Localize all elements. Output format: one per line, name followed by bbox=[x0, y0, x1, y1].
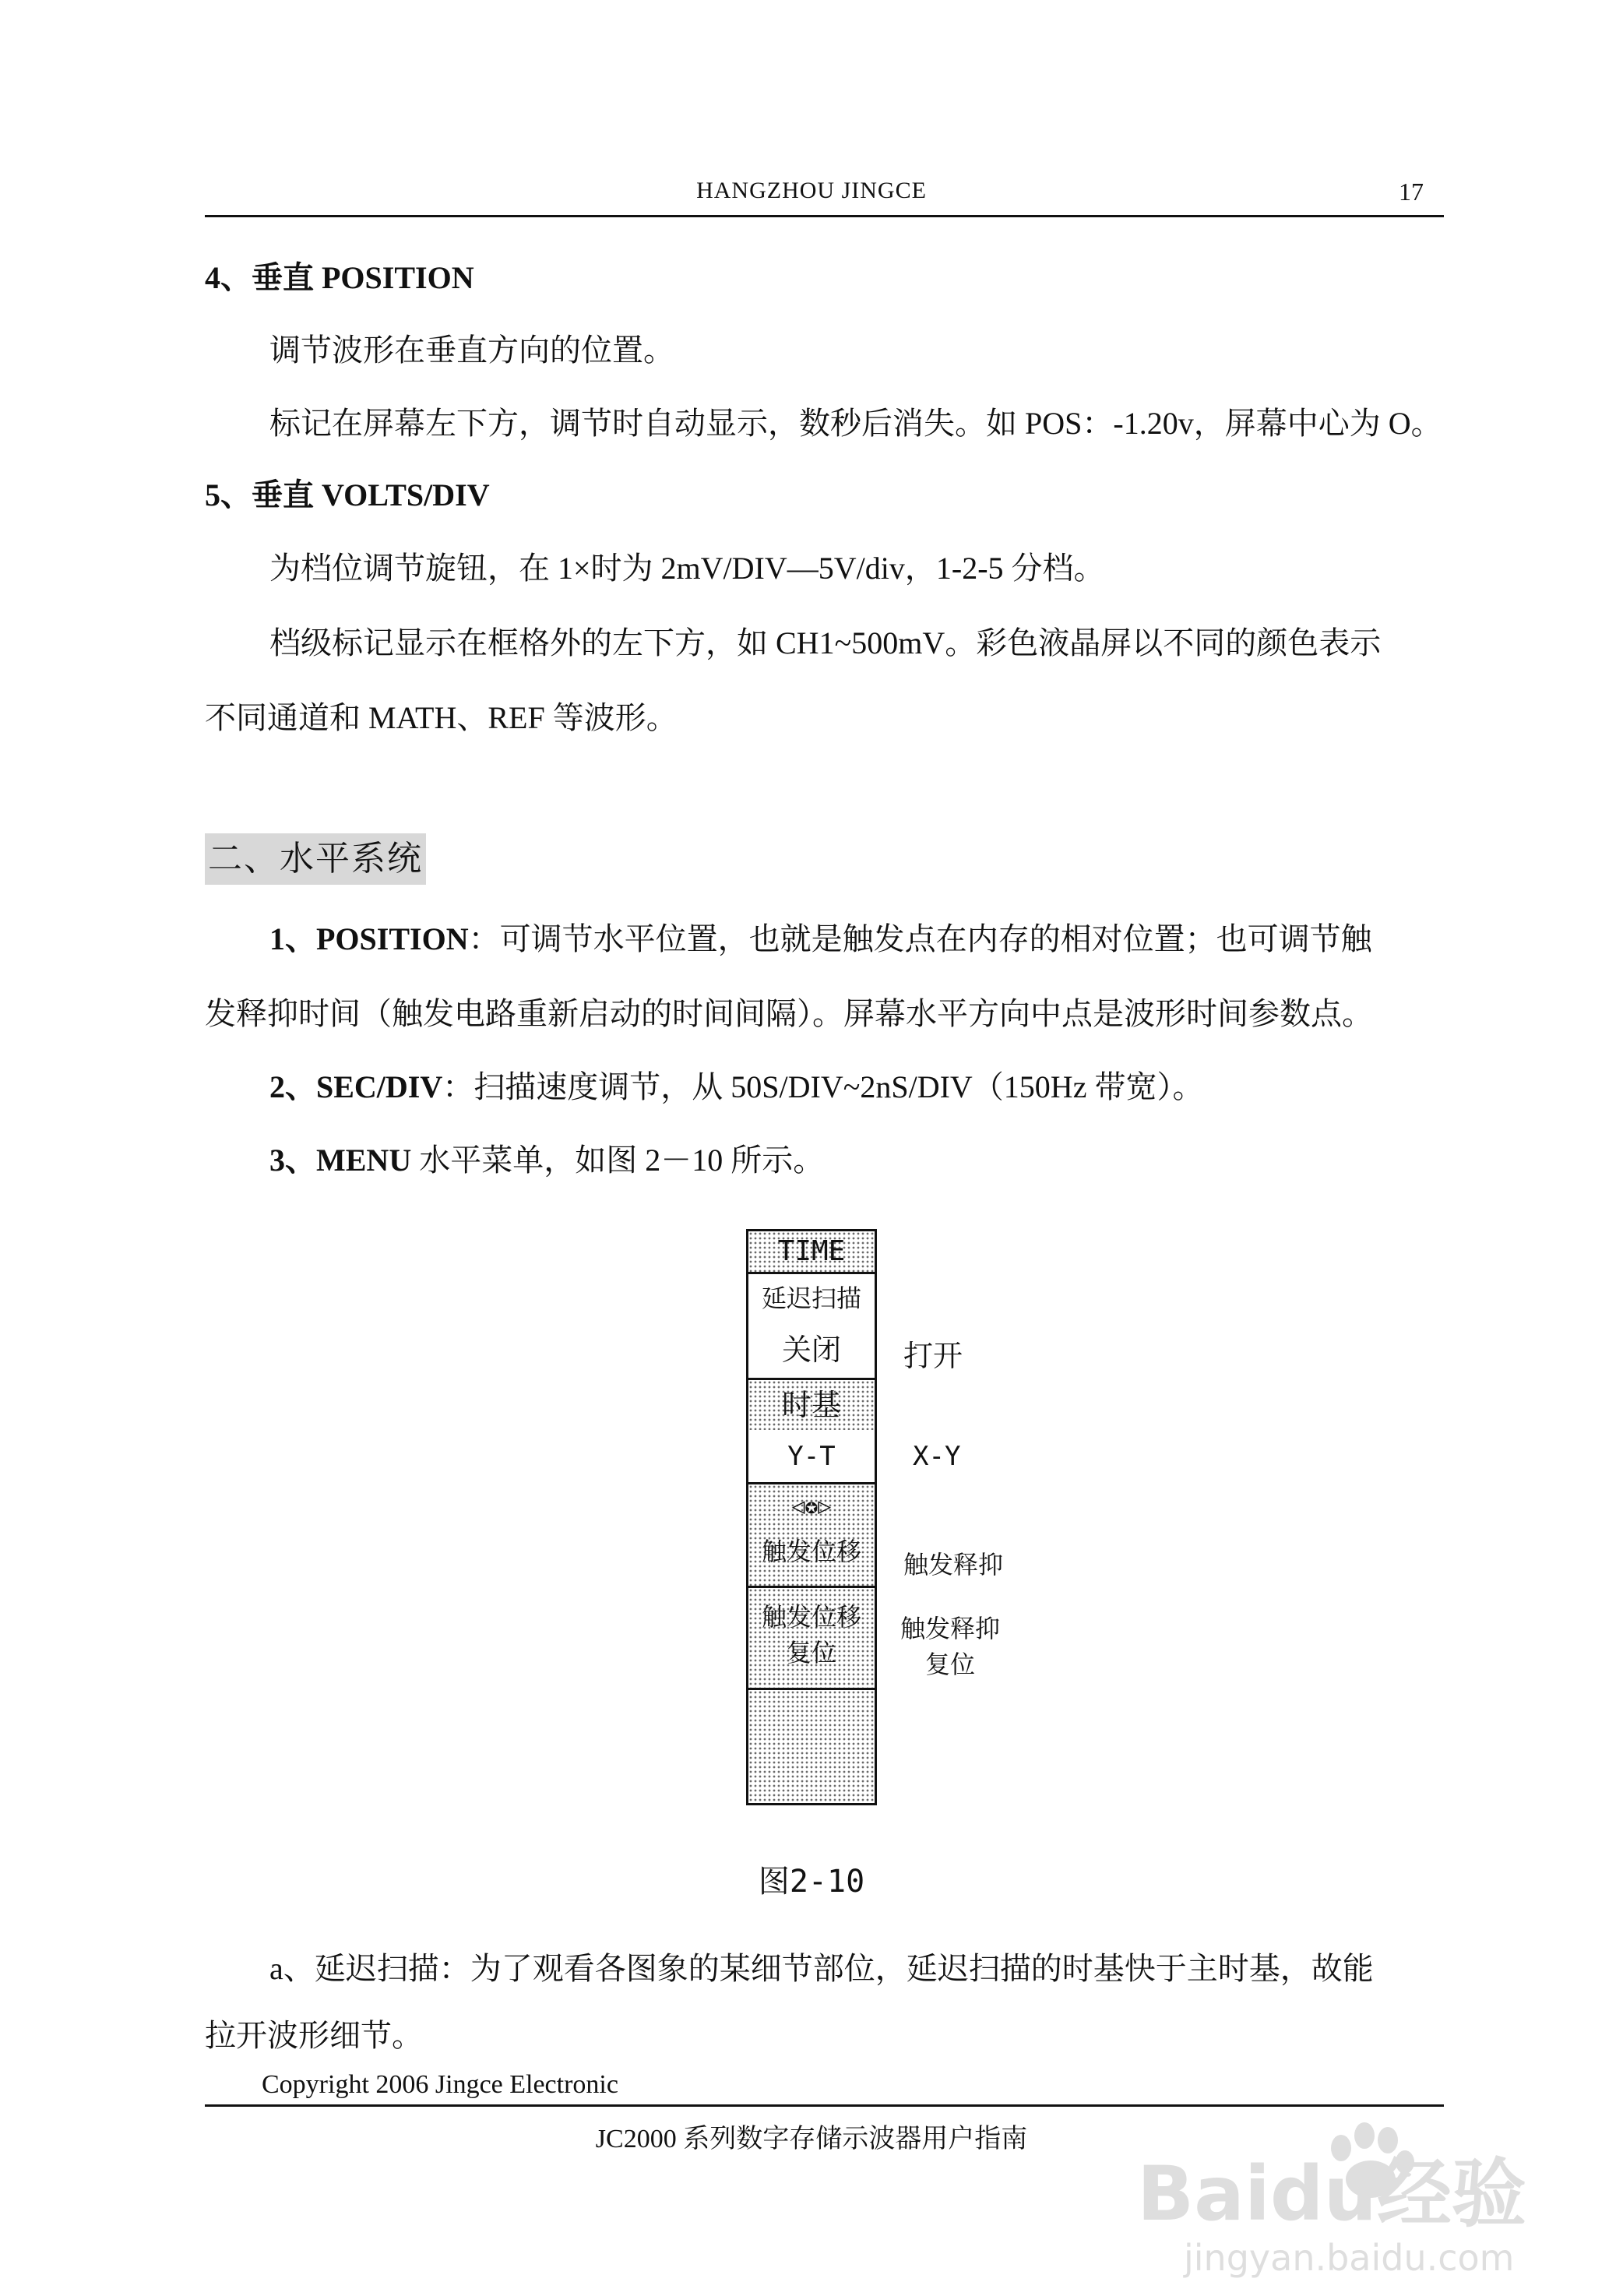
section-5-paragraph-1: 为档位调节旋钮，在 1×时为 2mV/DIV—5V/div，1-2-5 分档。 bbox=[269, 551, 1105, 586]
watermark-url: jingyan.baidu.com bbox=[1184, 2237, 1515, 2279]
closing-paragraph-line-2: 拉开波形细节。 bbox=[205, 2018, 423, 2053]
menu-reset-value-line-2: 复位 bbox=[786, 1638, 836, 1667]
reset-alt-option-line-2: 复位 bbox=[925, 1650, 976, 1679]
menu-title-cell: TIME bbox=[748, 1231, 875, 1272]
section-4-heading: 4、垂直 POSITION bbox=[205, 260, 474, 295]
menu-reset-value-line-1: 触发位移 bbox=[761, 1602, 861, 1632]
section-4-paragraph-2: 标记在屏幕左下方，调节时自动显示，数秒后消失。如 POS：-1.20v，屏幕中心为 O。 bbox=[269, 406, 1442, 441]
baidu-watermark bbox=[1137, 2103, 1573, 2282]
menu-empty-cell bbox=[748, 1690, 875, 1805]
section-5-heading: 5、垂直 VOLTS/DIV bbox=[205, 477, 490, 512]
horizontal-system-heading: 二、水平系统 bbox=[205, 833, 426, 885]
horizontal-item-2-label: 2、SEC/DIV bbox=[269, 1069, 443, 1104]
horizontal-item-2 bbox=[269, 1062, 1203, 1107]
delay-scan-alt-option: 打开 bbox=[903, 1339, 963, 1373]
section-5-paragraph-2-line-2: 不同通道和 MATH、REF 等波形。 bbox=[205, 700, 678, 735]
horizontal-item-1-line-1 bbox=[269, 914, 1372, 959]
menu-divider bbox=[748, 1272, 875, 1274]
horizontal-item-1-label: 1、POSITION bbox=[269, 921, 469, 956]
footer-manual-title: JC2000 系列数字存储示波器用户指南 bbox=[595, 2125, 1028, 2153]
menu-timebase-value: Y-T bbox=[787, 1441, 836, 1472]
time-menu-diagram bbox=[746, 1229, 877, 1805]
horizontal-item-1-text: ：可调节水平位置，也就是触发点在内存的相对位置；也可调节触 bbox=[468, 921, 1372, 956]
watermark-brand: Baidu经验 bbox=[1137, 2150, 1526, 2238]
menu-knob-value: 触发位移 bbox=[761, 1537, 861, 1566]
section-5-paragraph-2-line-1: 档级标记显示在框格外的左下方，如 CH1~500mV。彩色液晶屏以不同的颜色表示 bbox=[269, 625, 1382, 660]
horizontal-item-3-text: 水平菜单，如图 2－10 所示。 bbox=[411, 1143, 825, 1178]
figure-caption: 图2-10 bbox=[758, 1864, 865, 1900]
closing-paragraph-line-1: a、延迟扫描：为了观看各图象的某细节部位，延迟扫描的时基快于主时基，故能 bbox=[269, 1951, 1374, 1986]
horizontal-item-2-text: ：扫描速度调节，从 50S/DIV~2nS/DIV（150Hz 带宽）。 bbox=[442, 1069, 1204, 1104]
footer-copyright: Copyright 2006 Jingce Electronic bbox=[262, 2070, 618, 2099]
horizontal-item-3-label: 3、MENU bbox=[269, 1143, 412, 1178]
page-number: 17 bbox=[1399, 178, 1424, 206]
menu-knob-cell bbox=[748, 1484, 875, 1586]
menu-delay-scan-value: 关闭 bbox=[781, 1333, 841, 1367]
knob-alt-option: 触发释抑 bbox=[903, 1550, 1004, 1579]
header-rule bbox=[205, 215, 1444, 217]
reset-alt-option-line-1: 触发释抑 bbox=[900, 1614, 1001, 1643]
horizontal-item-3 bbox=[269, 1136, 824, 1180]
menu-reset-cell bbox=[748, 1588, 875, 1688]
menu-timebase-label: 时基 bbox=[748, 1380, 875, 1430]
header-title: HANGZHOU JINGCE bbox=[696, 178, 927, 203]
knob-arrows-icon: ◁✪▷ bbox=[791, 1493, 832, 1519]
section-4-paragraph-1: 调节波形在垂直方向的位置。 bbox=[269, 333, 674, 368]
reset-alt-option bbox=[900, 1611, 1000, 1682]
timebase-alt-option: X-Y bbox=[913, 1441, 961, 1472]
horizontal-item-1-line-2: 发释抑时间（触发电路重新启动的时间间隔）。屏幕水平方向中点是波形时间参数点。 bbox=[205, 996, 1373, 1031]
menu-delay-scan-label: 延迟扫描 bbox=[761, 1284, 861, 1313]
